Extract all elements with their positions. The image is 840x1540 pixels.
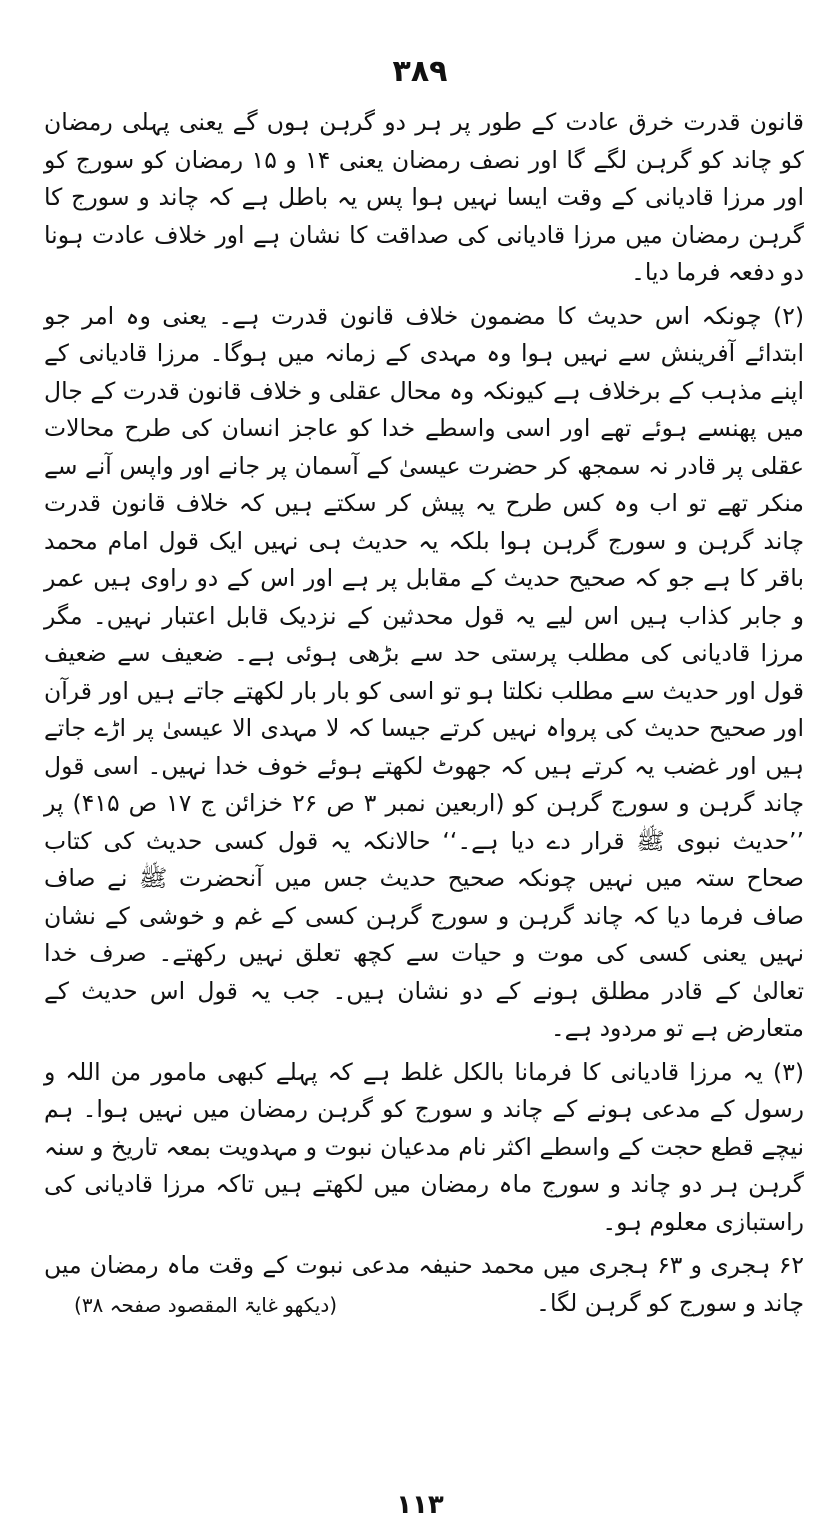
page-number: ۳۸۹ <box>392 54 448 89</box>
footer-page-number: ۱۱۳ <box>396 1490 444 1520</box>
final-entry-text: ۶۲ ہجری و ۶۳ ہجری میں محمد حنیفہ مدعی نبوت کے وقت ماہ رمضان میں چاند و سورج کو گرہن لگا۔ <box>44 1251 804 1317</box>
reference-citation: (دیکھو غایۃ المقصود صفحہ ۳۸) <box>74 1293 338 1317</box>
body-text <box>44 104 804 1327</box>
paragraph-1: قانون قدرت خرق عادت کے طور پر ہر دو گرہن ہوں گے یعنی پہلی رمضان کو چاند کو گرہن لگے گا اور نصف رمضان یعنی ۱۴ و ۱۵ رمضان کو سورج کو اور مرزا قادیانی کے وقت ایسا نہیں ہوا پس یہ باطل ہے کہ چاند و سورج کا گرہن رمضان میں مرزا قادیانی کی صداقت کا نشان ہے اور خلاف عادت ہونا دو دفعہ فرما دیا۔ <box>44 108 804 286</box>
paragraph-3: (۳) یہ مرزا قادیانی کا فرمانا بالکل غلط ہے کہ پہلے کبھی مامور من اللہ و رسول کے مدعی ہونے کے چاند و سورج کو گرہن رمضان میں نہیں ہوا۔ ہم نیچے قطع حجت کے واسطے اکثر نام مدعیان نبوت و مہدویت بمعہ تاریخ و سنہ گرہن ہر دو چاند و سورج ماہ رمضان میں لکھتے ہیں تاکہ مرزا قادیانی کی راستبازی معلوم ہو۔ <box>44 1057 804 1236</box>
final-entry <box>44 1247 804 1327</box>
paragraph-2: (۲) چونکہ اس حدیث کا مضمون خلاف قانون قدرت ہے۔ یعنی وہ امر جو ابتدائے آفرینش سے نہیں ہوا وہ مہدی کے زمانہ میں ہوگا۔ مرزا قادیانی کے اپنے مذہب کے برخلاف ہے کیونکہ وہ محال عقلی و خلاف قانون قدرت کے جال میں پھنسے ہوئے تھے اور اسی واسطے خدا کو عاجز انسان کی طرح محالات عقلی پر قادر نہ سمجھ کر حضرت عیسیٰ کے آسمان پر جانے اور واپس آنے سے منکر تھے تو اب وہ کس طرح یہ پیش کر سکتے ہیں کہ خلاف قانون قدرت چاند گرہن و سورج گرہن ہوا بلکہ یہ حدیث ہی نہیں ایک قول امام محمد باقر کا ہے جو کہ صحیح حدیث کے مقابل پر ہے اور اس کے دو راوی ہیں عمر و جابر کذاب ہیں اس لیے یہ قول محدثین کے نزدیک قابل اعتبار نہیں۔ مگر مرزا قادیانی کی مطلب پرستی حد سے بڑھی ہوئی ہے۔ ضعیف سے ضعیف قول اور حدیث سے مطلب نکلتا ہو تو اسی کو بار بار لکھتے جاتے ہیں اور قرآن اور صحیح حدیث کی پرواہ نہیں کرتے جیسا کہ لا مہدی الا عیسیٰ پر اڑے جاتے ہیں اور غضب یہ کرتے ہیں کہ جھوٹ لکھتے ہوئے خوف خدا نہیں۔ اسی قول چاند گرہن و سورج گرہن کو (اربعین نمبر ۳ ص ۲۶ خزائن ج ۱۷ ص ۴۱۵) پر ’’حدیث نبوی ﷺ قرار دے دیا ہے۔‘‘ حالانکہ یہ قول کسی حدیث کی کتاب صحاح ستہ میں نہیں چونکہ صحیح حدیث جس میں آنحضرت ﷺ نے صاف صاف فرما دیا کہ چاند گرہن و سورج گرہن کسی کے غم و خوشی کے نشان نہیں یعنی کسی کی موت و حیات سے کچھ تعلق نہیں رکھتے۔ صرف خدا تعالیٰ کے قادر مطلق ہونے کے دو نشان ہیں۔ جب یہ قول اس حدیث کے متعارض ہے تو مردود ہے۔ <box>44 301 804 1042</box>
